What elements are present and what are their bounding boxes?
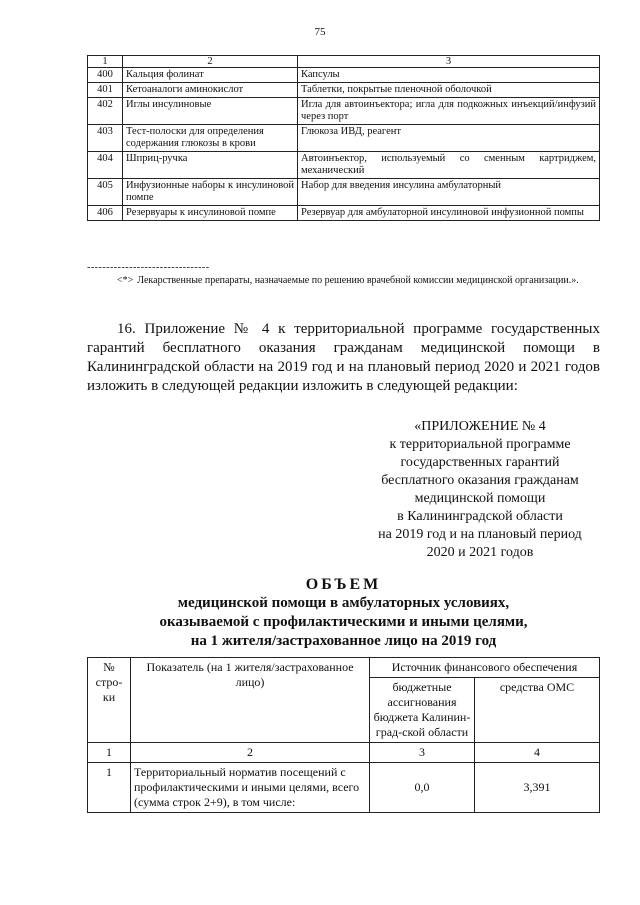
header-col-2: 2 [123,56,298,68]
paragraph-text: 16. Приложение № 4 к территориальной программе государственных гарантий бесплатного оказания гражданам медицинской помощи в Калининградской области на 2019 год и на плановый период 2020 и 2021 годов изложить в следующей редакции изложить в следующей редакции: [87,321,600,394]
row-number: 406 [88,206,123,221]
footnote-mark: <*> [117,275,134,286]
col-source-header: Источник финансового обеспечения [370,658,600,678]
appendix-line: 2020 и 2021 годов [426,545,534,560]
drug-name: Шприц-ручка [123,152,298,179]
drug-form: Игла для автоинъектора; игла для подкожных инъекций/инфузий через порт [298,98,600,125]
table-row [88,83,600,98]
header-col-1: 1 [88,56,123,68]
row-number: 403 [88,125,123,152]
appendix-line: к территориальной программе [389,437,571,452]
row-number: 405 [88,179,123,206]
index-cell: 1 [88,743,131,763]
footnote [87,273,600,289]
budget-value: 0,0 [370,763,475,813]
row-number: 404 [88,152,123,179]
volume-subtitle-line: медицинской помощи в амбулаторных условиях, [177,595,510,611]
volume-table [87,657,600,813]
volume-subtitle-line: на 1 жителя/застрахованное лицо на 2019 год [190,633,497,649]
row-number: 1 [88,763,131,813]
drug-form: Глюкоза ИВД, реагент [298,125,600,152]
drug-table [87,55,600,221]
volume-table-index-row [88,743,600,763]
col-budget-header: бюджетные ассигнования бюджета Калинин-град-ской области [370,678,475,743]
drug-table-header [88,56,600,68]
appendix-line: в Калининградской области [397,509,563,524]
table-row [88,763,600,813]
appendix-line: бесплатного оказания гражданам [381,473,579,488]
volume-heading: ОБЪЕМ [305,576,382,593]
page-number: 75 [314,26,326,38]
appendix-line: медицинской помощи [414,491,546,506]
row-number: 402 [88,98,123,125]
col-indicator-header: Показатель (на 1 жителя/застрахованное лицо) [131,658,370,743]
index-cell: 2 [131,743,370,763]
row-number: 400 [88,68,123,83]
appendix-line: на 2019 год и на плановый период [378,527,582,542]
index-cell: 4 [475,743,600,763]
header-col-3: 3 [298,56,600,68]
table-row [88,125,600,152]
table-row [88,152,600,179]
col-oms-header: средства ОМС [475,678,600,743]
drug-form: Капсулы [298,68,600,83]
col-row-number-header: № стро-ки [88,658,131,743]
footnote-separator: -------------------------------- [87,262,210,273]
appendix-heading [355,418,605,562]
drug-name: Инфузионные наборы к инсулиновой помпе [123,179,298,206]
row-number: 401 [88,83,123,98]
amendment-paragraph [87,320,600,396]
volume-subtitle-line: оказываемой с профилактическими и иными целями, [159,614,528,630]
volume-title [87,575,600,651]
indicator-text: Территориальный норматив посещений с профилактическими и иными целями, всего (сумма строк 2+9), в том числе: [131,763,370,813]
volume-table-header [88,658,600,678]
drug-name: Резервуары к инсулиновой помпе [123,206,298,221]
drug-name: Кальция фолинат [123,68,298,83]
appendix-line: государственных гарантий [400,455,560,470]
drug-form: Набор для введения инсулина амбулаторный [298,179,600,206]
oms-value: 3,391 [475,763,600,813]
drug-form: Таблетки, покрытые пленочной оболочкой [298,83,600,98]
drug-name: Иглы инсулиновые [123,98,298,125]
drug-name: Кетоаналоги аминокислот [123,83,298,98]
drug-form: Автоинъектор, используемый со сменным картриджем, механический [298,152,600,179]
table-row [88,98,600,125]
drug-form: Резервуар для амбулаторной инсулиновой инфузионной помпы [298,206,600,221]
table-row [88,68,600,83]
footnote-text: Лекарственные препараты, назначаемые по решению врачебной комиссии медицинской организации.». [137,275,579,286]
index-cell: 3 [370,743,475,763]
drug-name: Тест-полоски для определения содержания глюкозы в крови [123,125,298,152]
appendix-title: «ПРИЛОЖЕНИЕ № 4 [414,419,546,434]
table-row [88,206,600,221]
table-row [88,179,600,206]
